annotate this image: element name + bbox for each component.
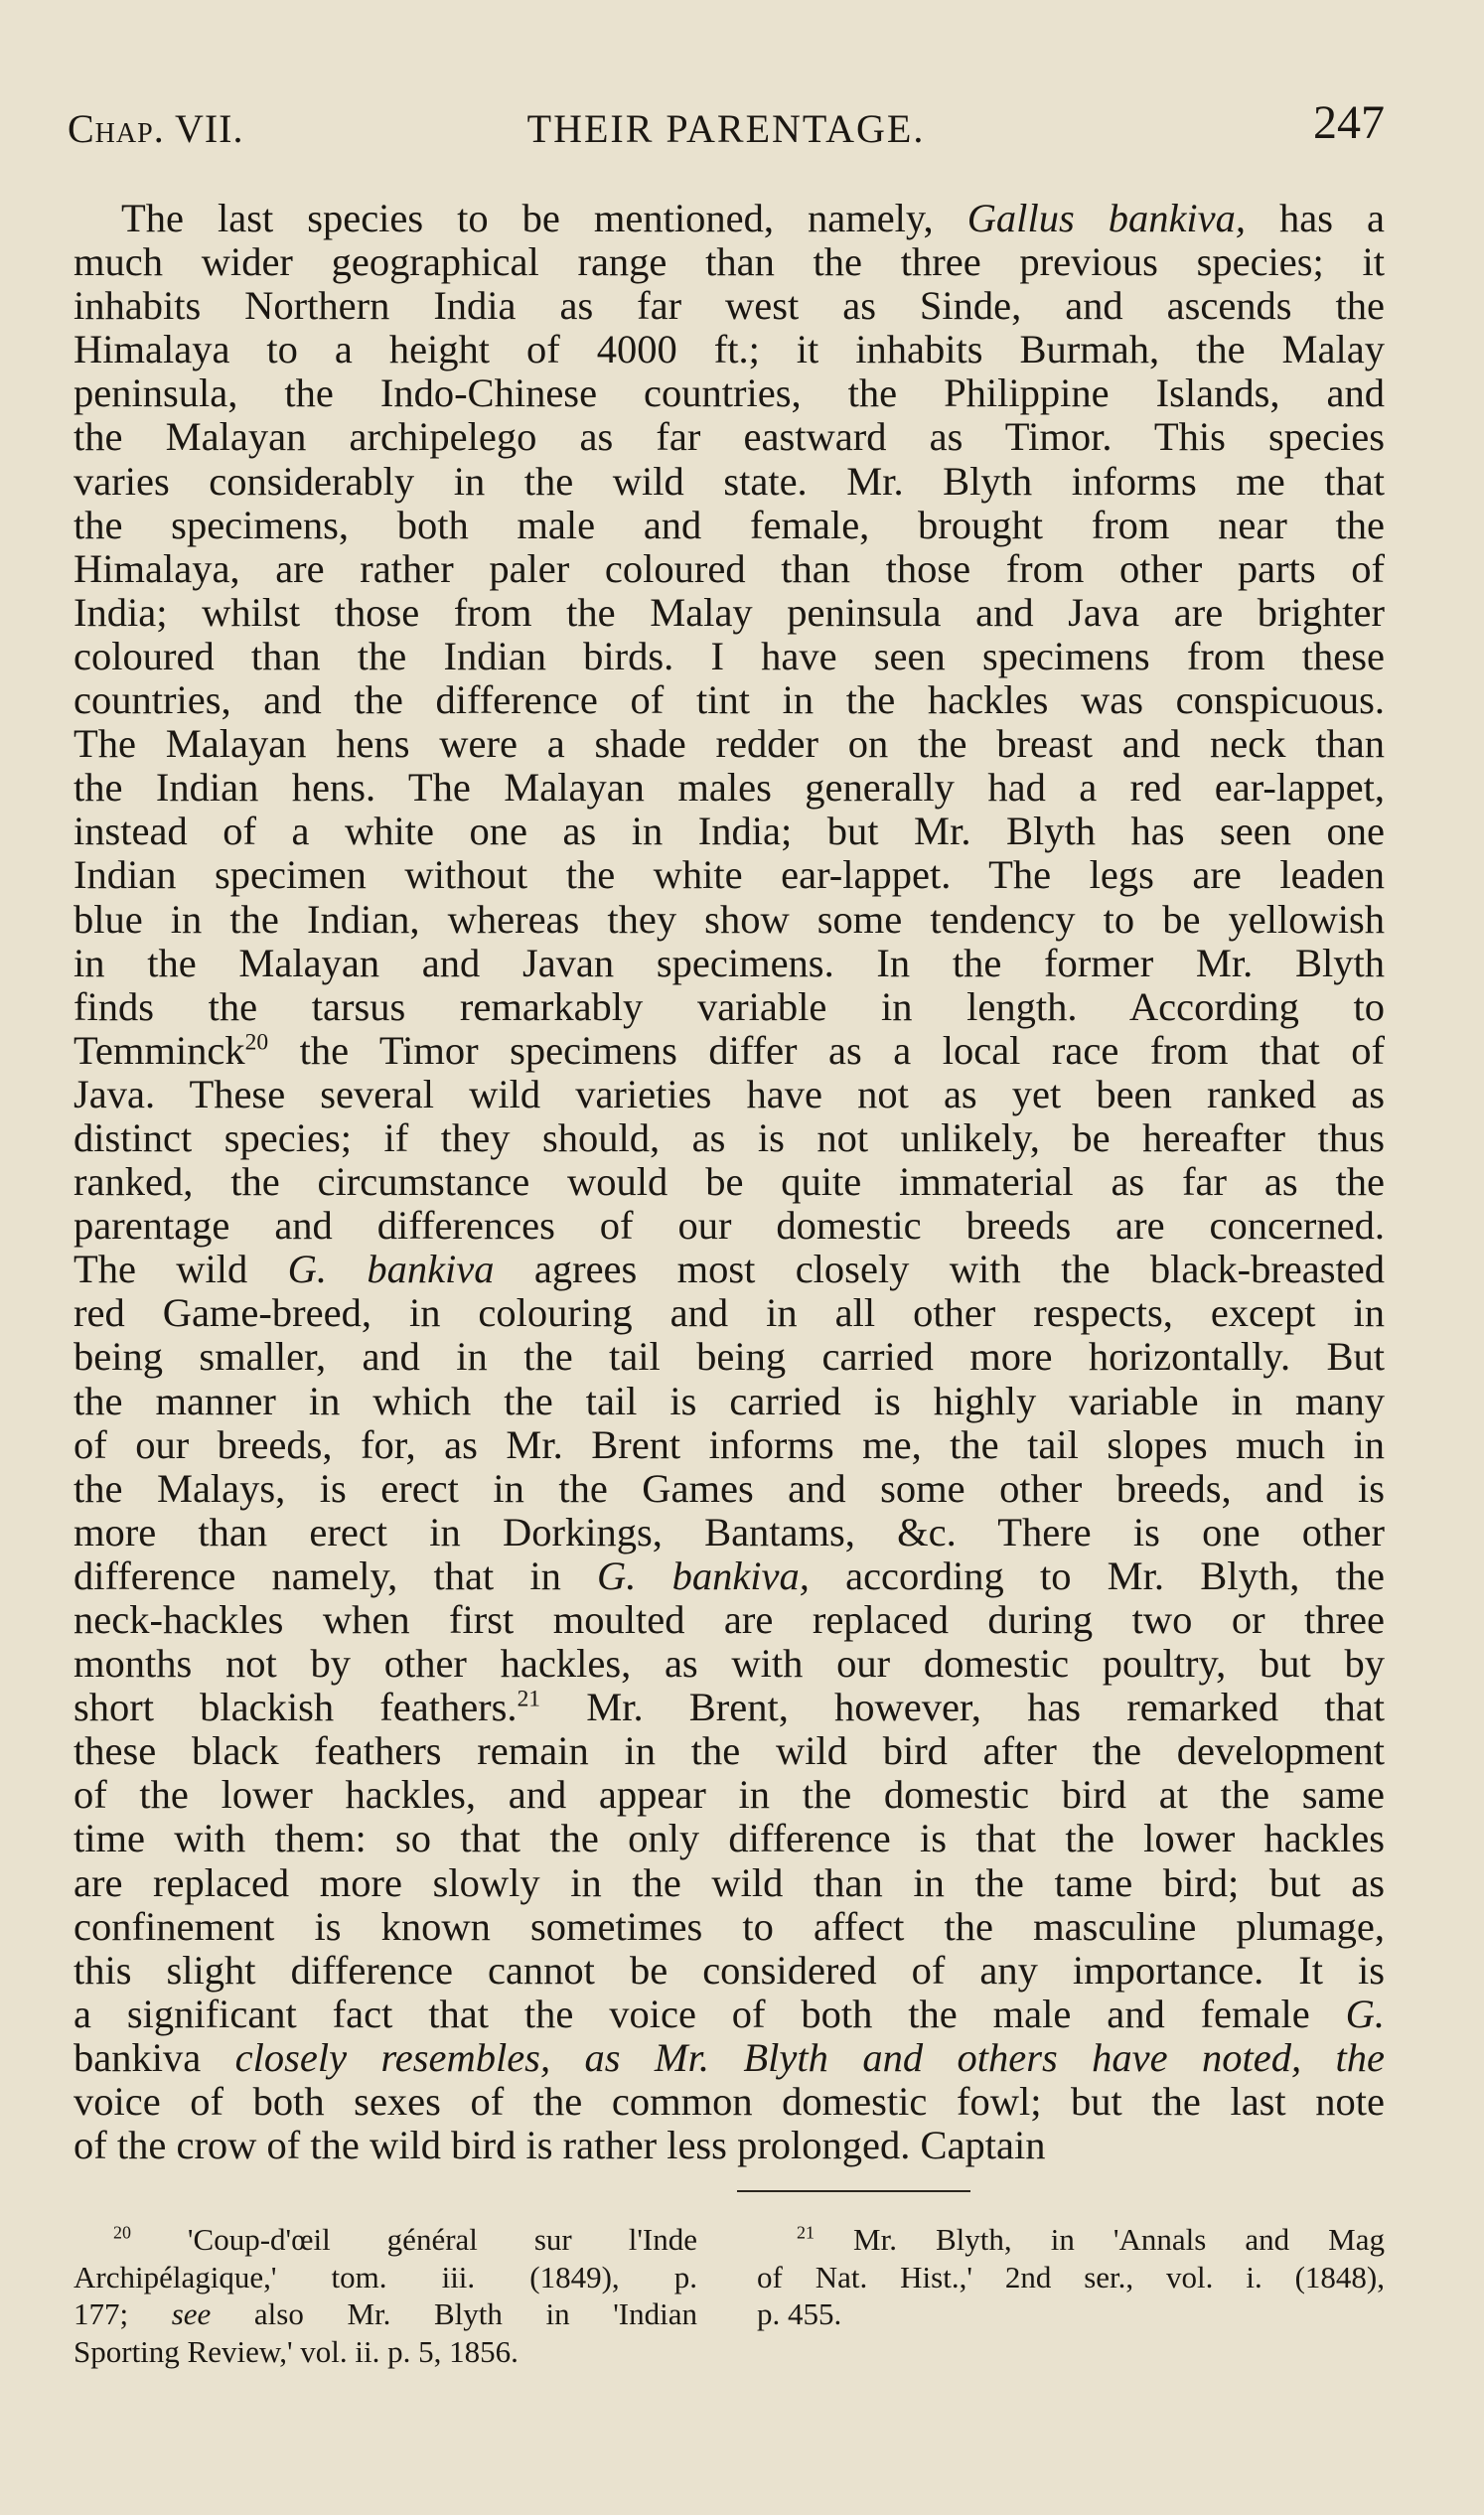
text-run: of Nat. Hist.,' 2nd ser., vol. i. (1848),	[757, 2259, 1385, 2294]
text-line: confinement is known sometimes to affect the masculine plumage,	[74, 1903, 1385, 1949]
text-run: p. 455.	[757, 2296, 842, 2331]
text-line: Indian specimen without the white ear-lappet. The legs are leaden	[74, 852, 1385, 898]
text-run: The last species to be mentioned, namely,	[121, 196, 967, 240]
body-text	[74, 197, 1385, 2167]
text-line: being smaller, and in the tail being carried more horizontally. But	[74, 1334, 1385, 1380]
italic-text: G.	[1345, 1991, 1385, 2036]
running-head	[68, 95, 1385, 155]
text-line	[74, 1993, 1385, 2036]
text-line: instead of a white one as in India; but Mr. Blyth has seen one	[74, 809, 1385, 854]
text-line: more than erect in Dorkings, Bantams, &c. There is one other	[74, 1509, 1385, 1554]
chapter-label: Chap. VII.	[68, 106, 244, 151]
text-run: the Timor specimens differ as a local race from that of	[268, 1027, 1385, 1073]
footnote-marker: 20	[244, 1029, 269, 1056]
text-run: Mr. Brent, however, has remarked that	[540, 1685, 1385, 1730]
text-line: months not by other hackles, as with our domestic poultry, but by	[74, 1641, 1385, 1687]
italic-text: see	[171, 2296, 212, 2331]
text-run: Sporting Review,' vol. ii. p. 5, 1856.	[74, 2333, 519, 2369]
text-run: according to Mr. Blyth, the	[809, 1553, 1385, 1598]
footnote-line	[74, 2333, 697, 2371]
text-line: parentage and differences of our domestic breeds are concerned.	[74, 1203, 1385, 1249]
text-line: the Malayan archipelego as far eastward as Timor. This species	[74, 414, 1385, 460]
text-line: these black feathers remain in the wild bird after the development	[74, 1728, 1385, 1774]
text-line: of our breeds, for, as Mr. Brent informs me, the tail slopes much in	[74, 1421, 1385, 1467]
text-run: 177;	[74, 2296, 172, 2331]
text-line: red Game-breed, in colouring and in all other respects, except in	[74, 1290, 1385, 1336]
footnote-line	[74, 2221, 697, 2259]
text-line: the Indian hens. The Malayan males generally had a red ear-lappet,	[74, 765, 1385, 811]
text-line	[74, 1686, 1385, 1729]
footnote-line	[757, 2259, 1385, 2296]
text-run: short blackish feathers.	[74, 1685, 518, 1730]
italic-text: closely resembles, as Mr. Blyth and others have noted, the	[201, 2034, 1385, 2080]
text-line: coloured than the Indian birds. I have seen specimens from these	[74, 633, 1385, 678]
footnote-rule	[737, 2190, 970, 2192]
text-line: Himalaya, are rather paler coloured than those from other parts of	[74, 545, 1385, 591]
text-run: agrees most closely with the black-breasted	[494, 1247, 1385, 1292]
footnote-number: 21	[797, 2222, 815, 2243]
text-line: voice of both sexes of the common domestic fowl; but the last note	[74, 2079, 1385, 2125]
text-line: are replaced more slowly in the wild than in the tame bird; but as	[74, 1859, 1385, 1905]
text-line	[74, 2036, 1385, 2080]
text-line: India; whilst those from the Malay peninsula and Java are brighter	[74, 589, 1385, 635]
text-run: Temminck	[74, 1027, 245, 1073]
text-line: finds the tarsus remarkably variable in length. According to	[74, 983, 1385, 1029]
footnote-21	[757, 2221, 1385, 2333]
text-run: a significant fact that the voice of both the male and female	[74, 1991, 1346, 2036]
text-run: has a	[1246, 196, 1385, 240]
text-run: 'Coup-d'œil général sur l'Inde	[130, 2222, 697, 2257]
text-line: varies considerably in the wild state. Mr. Blyth informs me that	[74, 458, 1385, 504]
text-line	[74, 1029, 1385, 1073]
running-title: THEIR PARENTAGE.	[526, 106, 926, 151]
text-line: blue in the Indian, whereas they show some tendency to be yellowish	[74, 896, 1385, 942]
footnote-line	[757, 2221, 1385, 2259]
text-line: distinct species; if they should, as is not unlikely, be hereafter thus	[74, 1114, 1385, 1160]
text-run: Archipélagique,' tom. iii. (1849), p.	[74, 2259, 697, 2294]
text-line: of the crow of the wild bird is rather less prolonged. Captain	[74, 2123, 1046, 2168]
text-line: the manner in which the tail is carried is highly variable in many	[74, 1378, 1385, 1423]
text-line: the specimens, both male and female, brought from near the	[74, 502, 1385, 547]
text-line: the Malays, is erect in the Games and some other breeds, and is	[74, 1465, 1385, 1511]
italic-text: G. bankiva	[287, 1247, 495, 1292]
text-run: also Mr. Blyth in 'Indian	[211, 2296, 697, 2331]
text-line	[74, 197, 1385, 240]
text-run: Mr. Blyth, in 'Annals and Mag	[814, 2222, 1385, 2257]
text-run: The wild	[74, 1247, 288, 1292]
text-line: neck-hackles when first moulted are replaced during two or three	[74, 1597, 1385, 1642]
text-line: in the Malayan and Javan specimens. In the former Mr. Blyth	[74, 940, 1385, 985]
text-run: bankiva	[74, 2034, 202, 2080]
text-line: of the lower hackles, and appear in the domestic bird at the same	[74, 1772, 1385, 1818]
text-line: inhabits Northern India as far west as Sinde, and ascends the	[74, 283, 1385, 329]
text-line: The Malayan hens were a shade redder on the breast and neck than	[74, 721, 1385, 767]
footnote-line	[74, 2295, 697, 2333]
italic-text: G. bankiva,	[597, 1553, 810, 1598]
page-number: 247	[1313, 96, 1385, 149]
text-line: countries, and the difference of tint in the hackles was conspicuous.	[74, 677, 1385, 723]
text-line: time with them: so that the only difference is that the lower hackles	[74, 1816, 1385, 1861]
footnote-line	[757, 2295, 1385, 2333]
footnote-line	[74, 2259, 697, 2296]
italic-text: Gallus bankiva,	[966, 196, 1247, 240]
text-line: Himalaya to a height of 4000 ft.; it inhabits Burmah, the Malay	[74, 327, 1385, 372]
text-line: ranked, the circumstance would be quite immaterial as far as the	[74, 1159, 1385, 1205]
footnote-20	[74, 2221, 697, 2370]
text-line	[74, 1248, 1385, 1291]
text-run: difference namely, that in	[74, 1553, 598, 1598]
text-line: this slight difference cannot be considered of any importance. It is	[74, 1947, 1385, 1993]
text-line: Java. These several wild varieties have not as yet been ranked as	[74, 1071, 1385, 1116]
text-line: peninsula, the Indo-Chinese countries, the Philippine Islands, and	[74, 370, 1385, 416]
text-line	[74, 1554, 1385, 1598]
footnote-marker: 21	[517, 1686, 541, 1712]
text-line: much wider geographical range than the three previous species; it	[74, 239, 1385, 285]
footnote-number: 20	[113, 2222, 131, 2243]
